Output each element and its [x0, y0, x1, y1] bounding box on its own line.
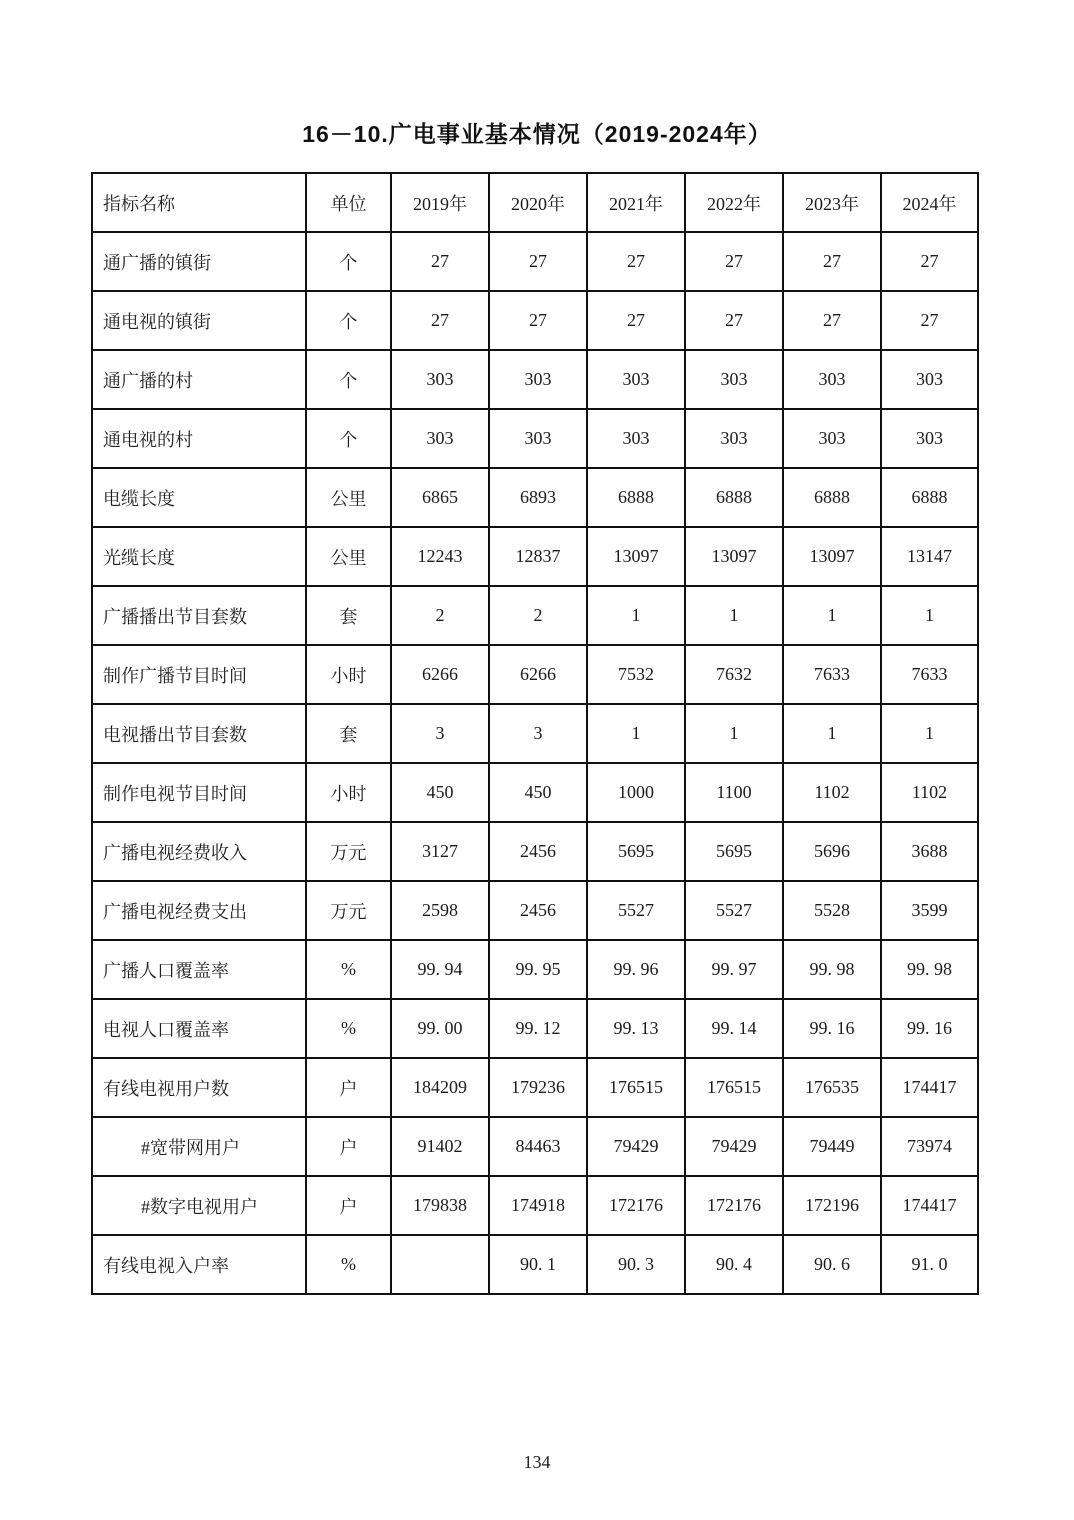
- unit-cell: 个: [306, 291, 391, 350]
- value-cell: 303: [391, 409, 489, 468]
- value-cell: 303: [881, 409, 978, 468]
- value-cell: 5695: [685, 822, 783, 881]
- table-row: [92, 350, 978, 409]
- value-cell: 3: [489, 704, 587, 763]
- value-cell: 99. 13: [587, 999, 685, 1058]
- table-row: [92, 291, 978, 350]
- value-cell: 3599: [881, 881, 978, 940]
- unit-cell: 户: [306, 1058, 391, 1117]
- value-cell: 174417: [881, 1176, 978, 1235]
- table-row: [92, 763, 978, 822]
- value-cell: 303: [391, 350, 489, 409]
- value-cell: 1102: [783, 763, 881, 822]
- value-cell: 99. 95: [489, 940, 587, 999]
- indicator-cell: 通广播的镇街: [92, 232, 306, 291]
- value-cell: 3127: [391, 822, 489, 881]
- value-cell: 27: [783, 291, 881, 350]
- value-cell: 13097: [685, 527, 783, 586]
- indicator-cell: 电视人口覆盖率: [92, 999, 306, 1058]
- unit-cell: 个: [306, 409, 391, 468]
- unit-cell: 万元: [306, 822, 391, 881]
- value-cell: 13147: [881, 527, 978, 586]
- value-cell: 303: [783, 409, 881, 468]
- indicator-cell: 广播电视经费收入: [92, 822, 306, 881]
- statistics-table: [91, 172, 979, 1295]
- table-row: [92, 1176, 978, 1235]
- value-cell: 79429: [587, 1117, 685, 1176]
- indicator-cell: #宽带网用户: [92, 1117, 306, 1176]
- value-cell: 6888: [881, 468, 978, 527]
- value-cell: 303: [783, 350, 881, 409]
- value-cell: 450: [391, 763, 489, 822]
- unit-cell: 个: [306, 350, 391, 409]
- indicator-cell: 广播人口覆盖率: [92, 940, 306, 999]
- value-cell: 303: [587, 350, 685, 409]
- value-cell: 6888: [587, 468, 685, 527]
- value-cell: 99. 00: [391, 999, 489, 1058]
- value-cell: 303: [489, 409, 587, 468]
- value-cell: 12837: [489, 527, 587, 586]
- value-cell: 1: [783, 586, 881, 645]
- value-cell: 174417: [881, 1058, 978, 1117]
- value-cell: 172196: [783, 1176, 881, 1235]
- table-header-row: [92, 173, 978, 232]
- value-cell: 7633: [783, 645, 881, 704]
- indicator-cell: 有线电视用户数: [92, 1058, 306, 1117]
- header-year-cell: 2019年: [391, 173, 489, 232]
- table-row: [92, 468, 978, 527]
- value-cell: 99. 98: [783, 940, 881, 999]
- unit-cell: 套: [306, 586, 391, 645]
- value-cell: 6865: [391, 468, 489, 527]
- table-row: [92, 409, 978, 468]
- unit-cell: 万元: [306, 881, 391, 940]
- value-cell: 99. 16: [881, 999, 978, 1058]
- table-row: [92, 704, 978, 763]
- value-cell: 303: [587, 409, 685, 468]
- value-cell: 27: [391, 232, 489, 291]
- unit-cell: 个: [306, 232, 391, 291]
- value-cell: 303: [881, 350, 978, 409]
- indicator-cell: 广播电视经费支出: [92, 881, 306, 940]
- value-cell: 99. 14: [685, 999, 783, 1058]
- indicator-cell: 有线电视入户率: [92, 1235, 306, 1294]
- value-cell: 176515: [587, 1058, 685, 1117]
- unit-cell: 公里: [306, 527, 391, 586]
- value-cell: 1: [685, 704, 783, 763]
- value-cell: 7532: [587, 645, 685, 704]
- value-cell: [391, 1235, 489, 1294]
- unit-cell: 公里: [306, 468, 391, 527]
- value-cell: 79449: [783, 1117, 881, 1176]
- value-cell: 27: [685, 291, 783, 350]
- value-cell: 6266: [391, 645, 489, 704]
- header-year-cell: 2021年: [587, 173, 685, 232]
- unit-cell: %: [306, 1235, 391, 1294]
- page-number: 134: [523, 1452, 551, 1472]
- page-title: 16－10.广电事业基本情况（2019-2024年）: [302, 121, 772, 147]
- table-row: [92, 999, 978, 1058]
- indicator-cell: 广播播出节目套数: [92, 586, 306, 645]
- value-cell: 12243: [391, 527, 489, 586]
- value-cell: 27: [489, 232, 587, 291]
- value-cell: 1: [587, 704, 685, 763]
- value-cell: 90. 4: [685, 1235, 783, 1294]
- value-cell: 3: [391, 704, 489, 763]
- value-cell: 1: [881, 586, 978, 645]
- value-cell: 27: [489, 291, 587, 350]
- value-cell: 1102: [881, 763, 978, 822]
- value-cell: 91402: [391, 1117, 489, 1176]
- value-cell: 5528: [783, 881, 881, 940]
- table-row: [92, 527, 978, 586]
- value-cell: 90. 3: [587, 1235, 685, 1294]
- table-row: [92, 1235, 978, 1294]
- value-cell: 5695: [587, 822, 685, 881]
- value-cell: 27: [391, 291, 489, 350]
- value-cell: 27: [685, 232, 783, 291]
- indicator-cell: 电缆长度: [92, 468, 306, 527]
- value-cell: 99. 96: [587, 940, 685, 999]
- table-row: [92, 1117, 978, 1176]
- value-cell: 7632: [685, 645, 783, 704]
- value-cell: 179838: [391, 1176, 489, 1235]
- header-year-cell: 2024年: [881, 173, 978, 232]
- value-cell: 27: [881, 291, 978, 350]
- value-cell: 79429: [685, 1117, 783, 1176]
- indicator-cell: 光缆长度: [92, 527, 306, 586]
- header-indicator-cell: 指标名称: [92, 173, 306, 232]
- value-cell: 99. 98: [881, 940, 978, 999]
- value-cell: 172176: [685, 1176, 783, 1235]
- value-cell: 6266: [489, 645, 587, 704]
- value-cell: 450: [489, 763, 587, 822]
- table-row: [92, 586, 978, 645]
- value-cell: 1100: [685, 763, 783, 822]
- value-cell: 176535: [783, 1058, 881, 1117]
- value-cell: 303: [685, 350, 783, 409]
- value-cell: 13097: [783, 527, 881, 586]
- table-row: [92, 940, 978, 999]
- value-cell: 172176: [587, 1176, 685, 1235]
- table-row: [92, 822, 978, 881]
- unit-cell: 户: [306, 1117, 391, 1176]
- value-cell: 176515: [685, 1058, 783, 1117]
- value-cell: 99. 12: [489, 999, 587, 1058]
- unit-cell: 小时: [306, 763, 391, 822]
- header-year-cell: 2022年: [685, 173, 783, 232]
- value-cell: 184209: [391, 1058, 489, 1117]
- table-row: [92, 881, 978, 940]
- value-cell: 303: [489, 350, 587, 409]
- value-cell: 1: [685, 586, 783, 645]
- indicator-cell: 通电视的村: [92, 409, 306, 468]
- value-cell: 99. 94: [391, 940, 489, 999]
- indicator-cell: 通电视的镇街: [92, 291, 306, 350]
- unit-cell: 小时: [306, 645, 391, 704]
- value-cell: 5696: [783, 822, 881, 881]
- value-cell: 27: [587, 232, 685, 291]
- value-cell: 1: [783, 704, 881, 763]
- table-row: [92, 232, 978, 291]
- value-cell: 27: [881, 232, 978, 291]
- value-cell: 13097: [587, 527, 685, 586]
- value-cell: 174918: [489, 1176, 587, 1235]
- value-cell: 90. 6: [783, 1235, 881, 1294]
- value-cell: 5527: [685, 881, 783, 940]
- unit-cell: 套: [306, 704, 391, 763]
- value-cell: 6888: [783, 468, 881, 527]
- unit-cell: %: [306, 999, 391, 1058]
- indicator-cell: 通广播的村: [92, 350, 306, 409]
- value-cell: 1000: [587, 763, 685, 822]
- value-cell: 7633: [881, 645, 978, 704]
- value-cell: 84463: [489, 1117, 587, 1176]
- indicator-cell: 电视播出节目套数: [92, 704, 306, 763]
- value-cell: 5527: [587, 881, 685, 940]
- indicator-cell: 制作电视节目时间: [92, 763, 306, 822]
- unit-cell: 户: [306, 1176, 391, 1235]
- table-body: [92, 232, 978, 1294]
- value-cell: 2456: [489, 822, 587, 881]
- table-row: [92, 1058, 978, 1117]
- indicator-cell: #数字电视用户: [92, 1176, 306, 1235]
- unit-cell: %: [306, 940, 391, 999]
- value-cell: 303: [685, 409, 783, 468]
- value-cell: 2456: [489, 881, 587, 940]
- value-cell: 2: [391, 586, 489, 645]
- value-cell: 27: [587, 291, 685, 350]
- indicator-cell: 制作广播节目时间: [92, 645, 306, 704]
- value-cell: 99. 97: [685, 940, 783, 999]
- value-cell: 91. 0: [881, 1235, 978, 1294]
- header-year-cell: 2020年: [489, 173, 587, 232]
- table-row: [92, 645, 978, 704]
- value-cell: 73974: [881, 1117, 978, 1176]
- header-unit-cell: 单位: [306, 173, 391, 232]
- value-cell: 2598: [391, 881, 489, 940]
- value-cell: 3688: [881, 822, 978, 881]
- value-cell: 6893: [489, 468, 587, 527]
- header-year-cell: 2023年: [783, 173, 881, 232]
- value-cell: 6888: [685, 468, 783, 527]
- value-cell: 90. 1: [489, 1235, 587, 1294]
- value-cell: 27: [783, 232, 881, 291]
- value-cell: 2: [489, 586, 587, 645]
- value-cell: 1: [587, 586, 685, 645]
- value-cell: 179236: [489, 1058, 587, 1117]
- value-cell: 99. 16: [783, 999, 881, 1058]
- value-cell: 1: [881, 704, 978, 763]
